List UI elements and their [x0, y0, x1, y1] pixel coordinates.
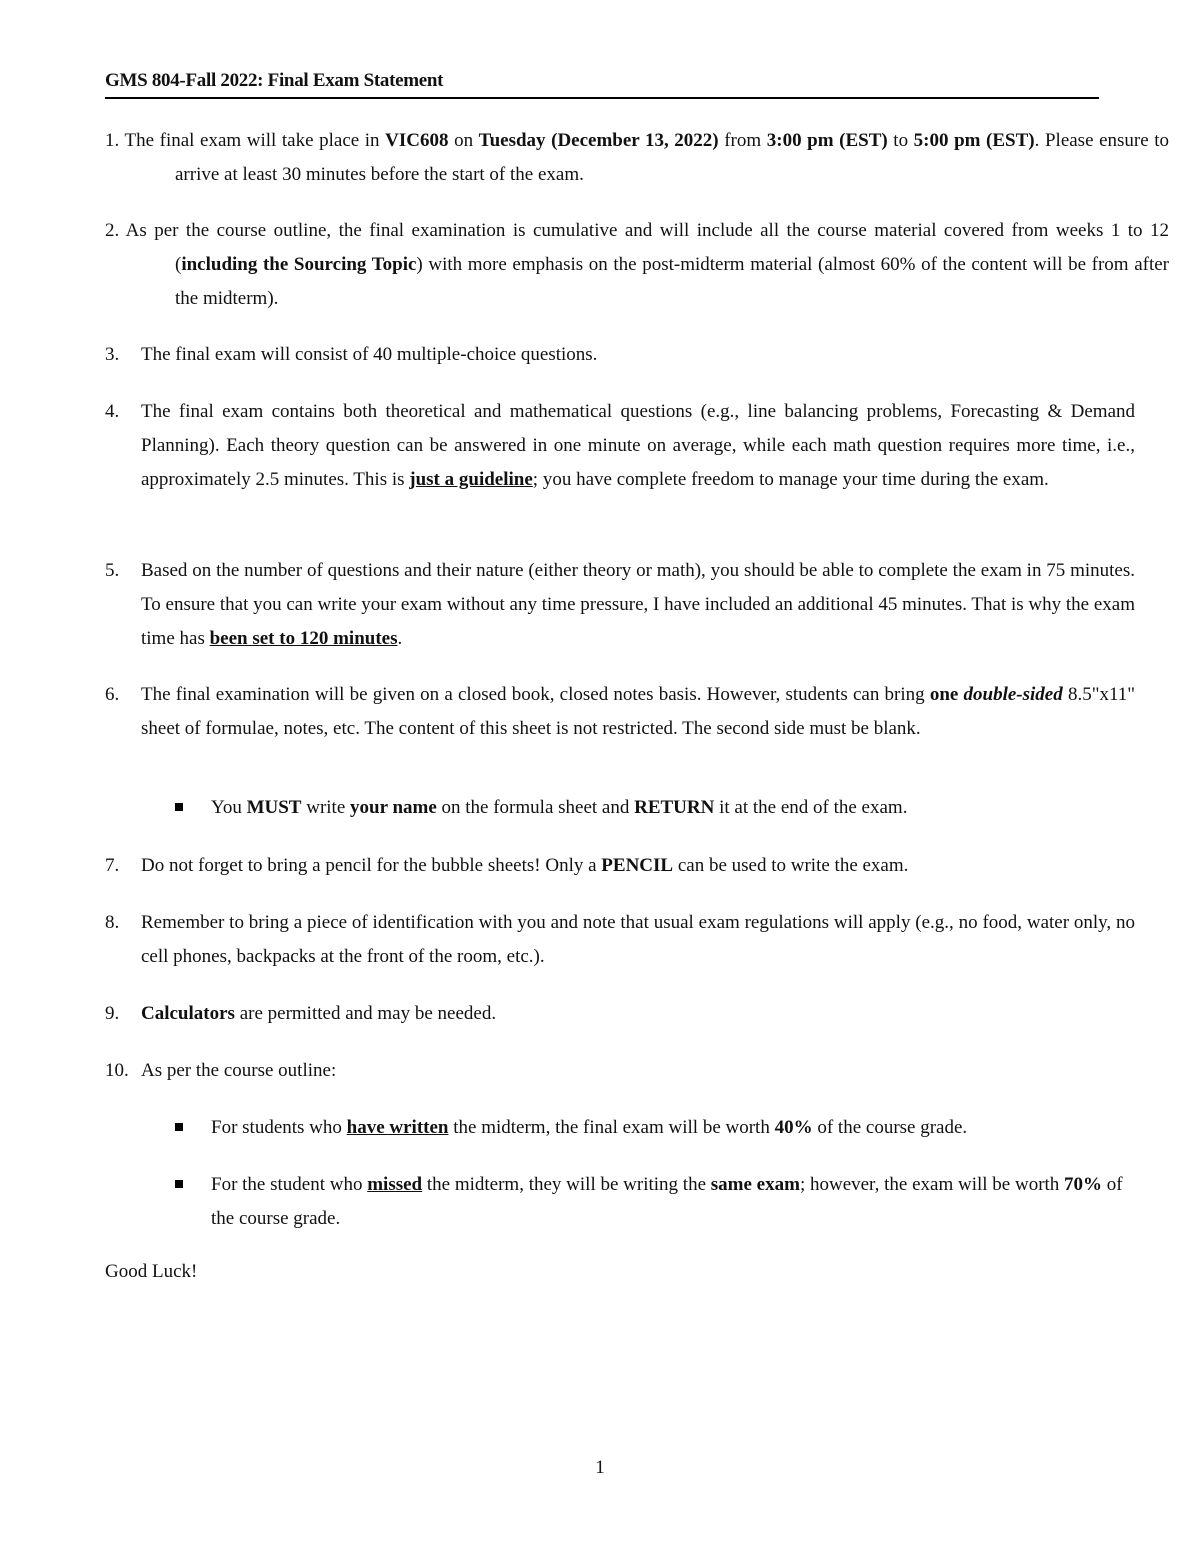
list-item-10: 10. As per the course outline:	[105, 1054, 1135, 1088]
item-number: 1.	[105, 130, 120, 151]
list-item-7: 7. Do not forget to bring a pencil for the bubble sheets! Only a PENCIL can be used to write the exam.	[105, 849, 1135, 883]
item-number: 2.	[105, 220, 120, 241]
list-item-6: 6. The final examination will be given on a closed book, closed notes basis. However, students can bring one double-sided 8.5"x11" sheet of formulae, notes, etc. The content of this sheet is not restricted. The second side must be blank.	[105, 678, 1135, 746]
item-number: 4.	[105, 401, 120, 422]
closing-text: Good Luck!	[105, 1261, 198, 1282]
bullet-item: For students who have written the midterm, the final exam will be worth 40% of the course grade.	[175, 1111, 1135, 1145]
page-title: GMS 804-Fall 2022: Final Exam Statement	[105, 70, 444, 91]
list-item-3: 3. The final exam will consist of 40 multiple-choice questions.	[105, 338, 1135, 372]
square-bullet-icon	[175, 1180, 183, 1188]
square-bullet-icon	[175, 1123, 183, 1131]
list-item-8: 8. Remember to bring a piece of identification with you and note that usual exam regulations will apply (e.g., no food, water only, no cell phones, backpacks at the front of the room, etc.).	[105, 906, 1135, 974]
bullet-item: You MUST write your name on the formula sheet and RETURN it at the end of the exam.	[175, 791, 1135, 825]
list-item-2: 2. As per the course outline, the final examination is cumulative and will include all the course material covered from weeks 1 to 12 (including the Sourcing Topic) with more emphasis on the post-midterm material (almost 60% of the content will be from after the midterm).	[105, 220, 1169, 309]
item-number: 5.	[105, 560, 120, 581]
list-item-1: 1. The final exam will take place in VIC608 on Tuesday (December 13, 2022) from 3:00 pm (EST) to 5:00 pm (EST). Please ensure to arrive at least 30 minutes before the start of the exam.	[105, 130, 1170, 185]
item-number: 8.	[105, 912, 120, 933]
list-item-5: 5. Based on the number of questions and their nature (either theory or math), you should be able to complete the exam in 75 minutes. To ensure that you can write your exam without any time pressure, I have included an additional 45 minutes. That is why the exam time has been set to 120 minutes.	[105, 554, 1135, 656]
item-number: 6.	[105, 684, 120, 705]
item-number: 10.	[105, 1060, 129, 1081]
square-bullet-icon	[175, 803, 183, 811]
header-divider	[105, 97, 1099, 99]
page-number: 1	[595, 1457, 605, 1478]
list-item-9: 9. Calculators are permitted and may be needed.	[105, 997, 1135, 1031]
item-number: 9.	[105, 1003, 120, 1024]
list-item-4: 4. The final exam contains both theoretical and mathematical questions (e.g., line balancing problems, Forecasting & Demand Planning). Each theory question can be answered in one minute on average, while each math question requires more time, i.e., approximately 2.5 minutes. This is just a guideline; you have complete freedom to manage your time during the exam.	[105, 395, 1135, 497]
item-number: 7.	[105, 855, 120, 876]
bullet-item: For the student who missed the midterm, they will be writing the same exam; however, the exam will be worth 70% of the course grade.	[175, 1168, 1135, 1236]
item-number: 3.	[105, 344, 120, 365]
